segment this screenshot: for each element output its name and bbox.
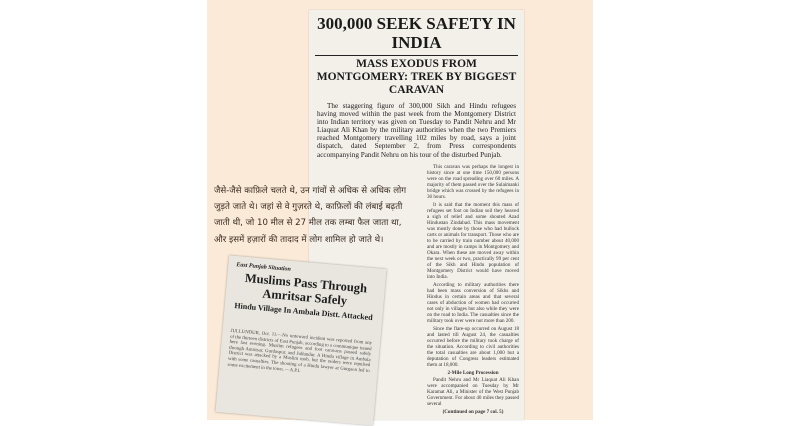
column-subhead: 2-Mile Long Procession <box>447 370 499 377</box>
column-paragraph: According to military authorities there had been mass conversion of Sikhs and Hindus in certain areas and that several cases of abduction of women had occurred not only in villages but also while they were on the road to India. The casualties since the military took over were not more than 200. <box>427 281 519 325</box>
clipping-headline: 300,000 SEEK SAFETY IN INDIA <box>317 14 516 52</box>
clipping-subheadline: MASS EXODUS FROM MONTGOMERY: TREK BY BIGGEST CARAVAN <box>316 58 517 96</box>
continued-note: (Continued on page 7 col. 5) <box>442 408 504 415</box>
clipping-lead-paragraph: The staggering figure of 300,000 Sikh and Hindu refugees having moved within the past week from the Montgomery District into Indian territory was given on Tuesday to Pandit Nehru and Mr Liaquat Ali Khan by the military authorities when the two Premiers reached Montgomery travelling 102 miles by road, says a joint dispatch, dated September 2, from Press correspondents accompanying Pandit Nehru on his tour of the disturbed Punjab. <box>317 102 516 159</box>
hindi-caption: जैसे-जैसे काफ़िले चलते थे, उन गांवों से अधिक से अधिक लोग जुड़ते जाते थे। जहां से वे गुज़रते थे, काफ़िलों की लंबाई बढ़ती जाती थी, जो 10 मील से 27 मील तक लम्बा फैल जाता था, और इसमें हज़ारों की तादाद में लोग शामिल हो जाते थे। <box>214 186 407 245</box>
clipping-section-label: East Punjab Situation <box>236 262 292 273</box>
column-paragraph: Since the flare-up occurred on August 18 and lasted till August 24, the casualties occurred before the military took charge of the situation. According to civil authorities the total casualties are about 1,000 but a deputation of Congress leaders estimated them at 18,000. <box>427 325 519 368</box>
column-paragraph: This caravan was perhaps the longest in history since at one time 150,000 persons were on the road spreading over 60 miles. A majority of them passed over the Sulaimanki bridge which was crossed by the refugees in 36 hours. <box>427 164 519 201</box>
clipping-subtitle: Hindu Village In Ambala Distt. Attacked <box>234 301 373 323</box>
clipping-body: JULLUNDUR, Oct. 11.—No untoward incident was reported from any of the thirteen districts of East Punjab, according to a communique issued here last evening. Muslim refugees and foot caravans passed safely through Amritsar, Gurdaspur, and Jullundur. A Hindu village in Ambala District was attacked by a Muslim mob, but the raiders were repulsed with some casualties. The shooting of a Hindu lawyer at Gurgaon led to some excitement in the town. —A.P.I. <box>227 328 373 375</box>
column-paragraph: It is said that the moment this mass of refugees set foot on Indian soil they heaved a sigh of relief and some shouted Azad Hindustan Zindabad. This mass movement was mostly done by those who had bullock carts or animals for transport. Those who are to be carried by train number about 40,000 and are mostly in camps in Montgomery and Okara. When these are moved away within the next week or two, practically 99 per cent of the Sikh and Hindu population of Montgomery District would have moved into India. <box>427 201 519 281</box>
clipping-title: Muslims Pass Through Amritsar Safely <box>244 270 368 308</box>
headline-divider <box>315 55 518 56</box>
column-paragraph: Pandit Nehru and Mr Liaquat Ali Khan were accompanied on Tuesday by Mr Karamat Ali, a Minister of the West Punjab Government. For about 40 miles they passed several <box>427 377 519 408</box>
newspaper-clipping-small <box>215 255 386 425</box>
clipping-right-column <box>427 164 519 416</box>
left-margin <box>0 0 207 420</box>
right-margin <box>593 0 802 420</box>
